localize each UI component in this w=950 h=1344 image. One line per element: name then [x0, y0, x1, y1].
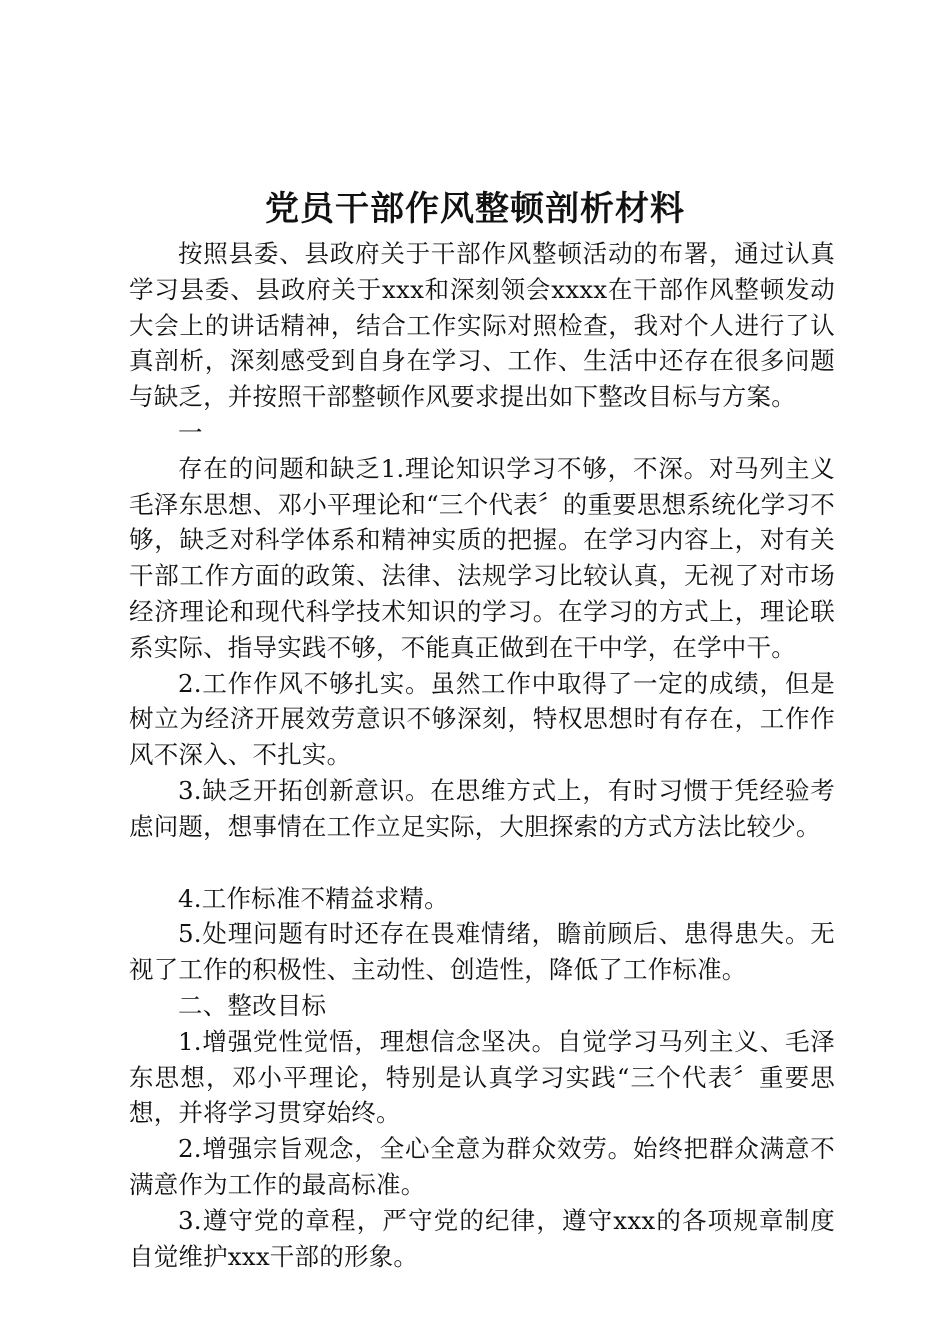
section-one-marker: 一	[178, 417, 203, 447]
problems-paragraph-2: 2.工作作风不够扎实。虽然工作中取得了一定的成绩，但是树立为经济开展效劳意识不够深刻，特权思想时有存在，工作作风不深入、不扎实。	[129, 668, 835, 770]
goals-paragraph-1: 1.增强党性觉悟，理想信念坚决。自觉学习马列主义、毛泽东思想，邓小平理论，特别是认真学习实践“三个代表〞重要思想，并将学习贯穿始终。	[129, 1026, 835, 1128]
problems-paragraph-5: 5.处理问题有时还存在畏难情绪，瞻前顾后、患得患失。无视了工作的积极性、主动性、创造性，降低了工作标准。	[129, 919, 835, 985]
problems-paragraph-4: 4.工作标准不精益求精。	[178, 883, 449, 913]
problems-paragraph-3: 3.缺乏开拓创新意识。在思维方式上，有时习惯于凭经验考虑问题，想事情在工作立足实际，大胆探索的方式方法比较少。	[129, 775, 835, 841]
problems-paragraph-1: 存在的问题和缺乏1.理论知识学习不够，不深。对马列主义毛泽东思想、邓小平理论和“三个代表〞的重要思想系统化学习不够，缺乏对科学体系和精神实质的把握。在学习内容上，对有关干部工作方面的政策、法律、法规学习比较认真，无视了对市场经济理论和现代科学技术知识的学习。在学习的方式上，理论联系实际、指导实践不够，不能真正做到在干中学，在学中干。	[129, 453, 835, 662]
document-title: 党员干部作风整顿剖析材料	[265, 189, 685, 229]
goals-paragraph-3: 3.遵守党的章程，严守党的纪律，遵守xxx的各项规章制度自觉维护xxx干部的形象。	[129, 1205, 835, 1271]
section-two-heading: 二、整改目标	[178, 990, 327, 1020]
goals-paragraph-2: 2.增强宗旨观念，全心全意为群众效劳。始终把群众满意不满意作为工作的最高标准。	[129, 1134, 835, 1199]
document-body	[129, 236, 835, 1274]
intro-paragraph: 按照县委、县政府关于干部作风整顿活动的布署，通过认真学习县委、县政府关于xxx和深刻领会xxxx在干部作风整顿发动大会上的讲话精神，结合工作实际对照检查，我对个人进行了认真剖析，深刻感受到自身在学习、工作、生活中还存在很多问题与缺乏，并按照干部整顿作风要求提出如下整改目标与方案。	[129, 239, 835, 412]
